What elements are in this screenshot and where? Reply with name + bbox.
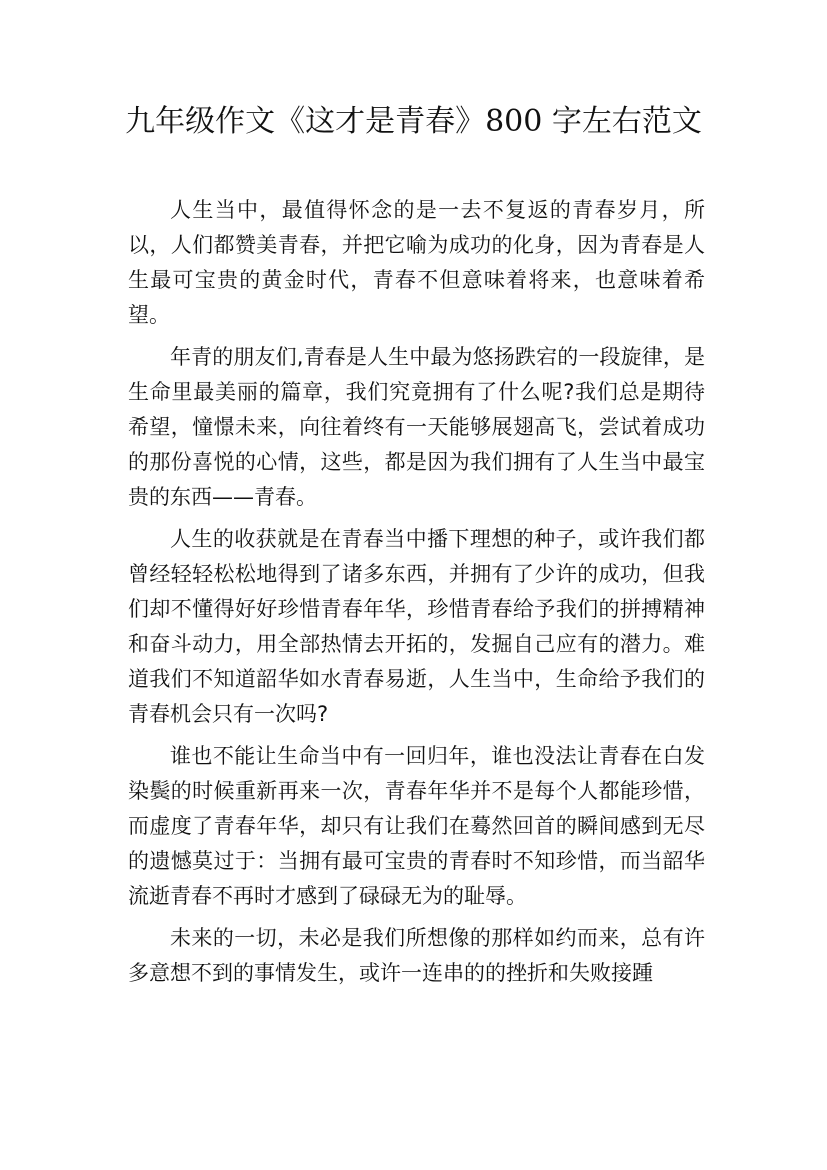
paragraph-2: 年青的朋友们,青春是人生中最为悠扬跌宕的一段旋律，是生命里最美丽的篇章，我们究竟拥有了什么呢?我们总是期待希望，憧憬未来，向往着终有一天能够展翅高飞，尝试着成功的那份喜悦的心情，这些，都是因为我们拥有了人生当中最宝贵的东西——青春。: [128, 345, 705, 509]
paragraph-3: 人生的收获就是在青春当中播下理想的种子，或许我们都曾经轻轻松松地得到了诸多东西，并拥有了少许的成功，但我们却不懂得好好珍惜青春年华，珍惜青春给予我们的拼搏精神和奋斗动力，用全部热情去开拓的，发掘自己应有的潜力。难道我们不知道韶华如水青春易逝，人生当中，生命给予我们的青春机会只有一次吗?: [128, 527, 705, 726]
document-body: [128, 193, 705, 998]
paragraph-5: 未来的一切，未必是我们所想像的那样如约而来，总有许多意想不到的事情发生，或许一连串的的挫折和失败接踵: [128, 926, 705, 985]
paragraph-1: 人生当中，最值得怀念的是一去不复返的青春岁月，所以，人们都赞美青春，并把它喻为成功的化身，因为青春是人生最可宝贵的黄金时代，青春不但意味着将来，也意味着希望。: [128, 198, 705, 327]
paragraph-4: 谁也不能让生命当中有一回归年，谁也没法让青春在白发染鬓的时候重新再来一次，青春年华并不是每个人都能珍惜，而虚度了青春年华，却只有让我们在蓦然回首的瞬间感到无尽的遗憾莫过于：当拥有最可宝贵的青春时不知珍惜，而当韶华流逝青春不再时才感到了碌碌无为的耻辱。: [128, 744, 705, 908]
document-title: 九年级作文《这才是青春》800 字左右范文: [125, 104, 702, 139]
